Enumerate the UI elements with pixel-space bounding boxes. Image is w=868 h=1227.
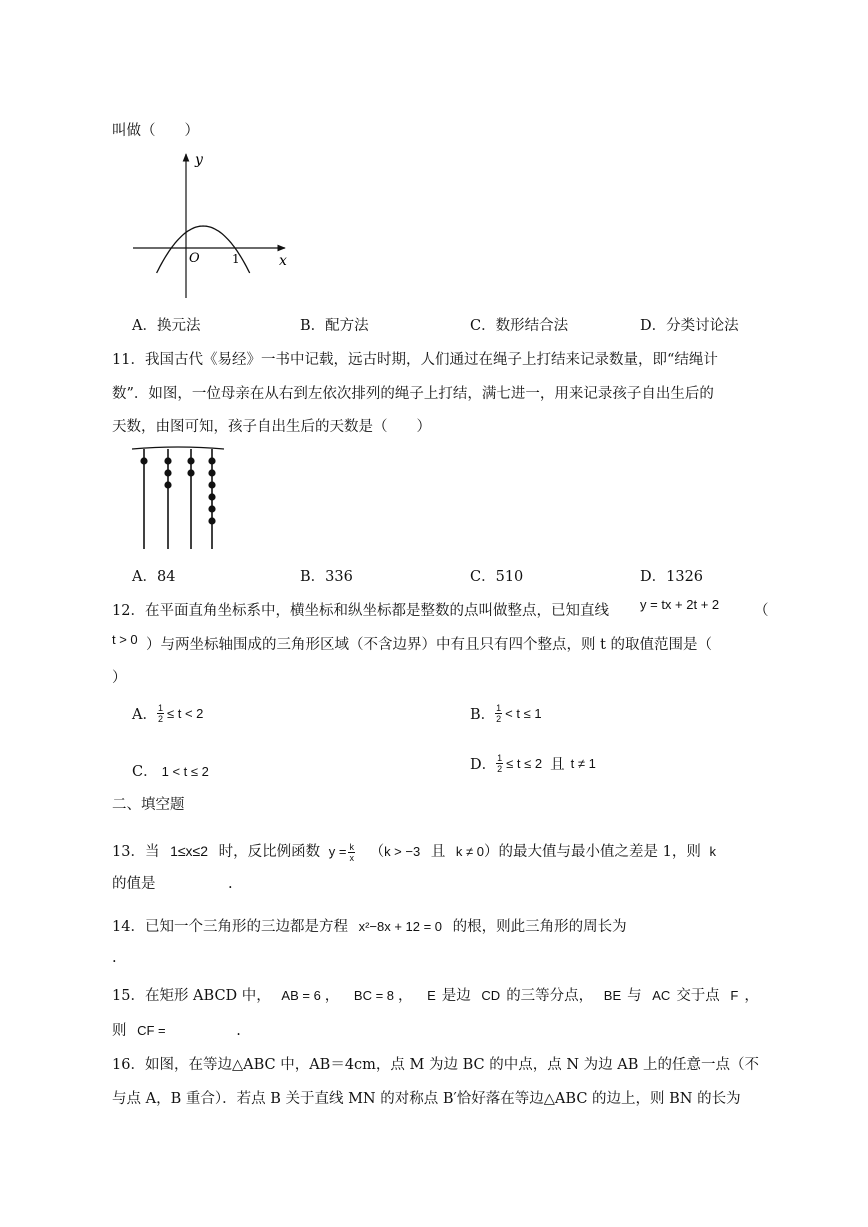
q12-line-equation: y = tx + 2t + 2 [640,597,720,612]
knot [164,457,171,464]
q15-ac: AC [652,988,671,1003]
knot [208,505,215,512]
option-d-math: ≤ t ≤ 2 [506,756,543,771]
q11-option-c: C．510 [470,569,524,585]
q15-line1 [112,984,759,1005]
q11-option-b: B．336 [300,569,353,585]
q12-line1-text: 12．在平面直角坐标系中，横坐标和纵坐标都是整数的点叫做整点，已知直线 [112,603,609,619]
q13-line2: 的值是 . [112,876,233,892]
q13-and: 且 [430,844,446,860]
fraction-half: $\frac{1}{2}$ [157,703,163,724]
knotted-ropes-figure [128,443,228,553]
option-b-math: < t ≤ 1 [505,706,542,721]
q14-line1 [112,915,627,936]
knot [208,493,215,500]
q13-line1 [112,840,716,863]
q13-text-b: 时，反比例函数 [218,844,321,860]
q11-line2: 数”．如图，一位母亲在从右到左依次排列的绳子上打结，满七进一，用来记录孩子自出生后的 [112,386,714,402]
q15-text-b1: 是边 [441,988,471,1004]
x-label: x [279,253,287,269]
q15-text-b5: ， [744,988,759,1004]
q15-text-b4: 交于点 [676,988,720,1004]
knot [208,517,215,524]
q15-f: F [730,988,739,1003]
q15-cd: CD [481,988,501,1003]
knot [140,457,147,464]
q13-fn-y: y = [328,844,347,859]
option-d-label: D． [470,757,497,773]
option-d-and: 且 [550,757,565,773]
q15-line2 [112,1019,241,1040]
q10-option-a: A．换元法 [132,318,201,334]
q10-option-b: B．配方法 [300,318,369,334]
parabola-graph [125,148,295,303]
q15-period: . [236,1023,241,1039]
knot [208,469,215,476]
q13-range: 1≤x≤2 [170,843,209,859]
q10-option-d: D．分类讨论法 [640,318,739,334]
q13-fn-fraction: $\frac{k}{x}$ [349,841,354,863]
q15-comma-2: ， [398,988,413,1004]
q13-cond1: k > −3 [384,844,421,859]
q12-line3: ） [112,670,127,686]
option-a-label: A． [132,707,157,723]
q16-line1: 16．如图，在等边△ABC 中，AB＝4cm，点 M 为边 BC 的中点，点 N 为边 AB 上的任意一点（不 [112,1057,759,1073]
q16-line2: 与点 A，B 重合）．若点 B 关于直线 MN 的对称点 B′恰好落在等边△ABC 的边上，则 BN 的长为 [112,1091,741,1107]
knot [208,481,215,488]
q12-condition: t > 0 [112,632,138,647]
fraction-half: $\frac{1}{2}$ [497,753,503,774]
option-b-label: B． [470,707,496,723]
rope-bar [132,447,224,449]
q12-line2: ）与两坐标轴围成的三角形区域（不含边界）中有且只有四个整点，则 t 的取值范围是（ [146,637,713,653]
q13-cond2: k ≠ 0 [455,844,485,859]
q11-line1: 11．我国古代《易经》一书中记载，远古时期，人们通过在绳子上打结来记录数量，即“结绳计 [112,352,718,368]
q14-equation: x²−8x + 12 = 0 [358,919,443,934]
q12-option-b [470,703,542,724]
knot [187,469,194,476]
q10-option-c: C．数形结合法 [470,318,569,334]
q15-e: E [427,988,436,1003]
q13-text-e: ）的最大值与最小值之差是 1，则 [484,844,701,860]
q15-bc: BC = 8 [353,988,395,1003]
option-c-math: 1 < t ≤ 2 [161,764,209,779]
knot [164,481,171,488]
q11-line3: 天数，由图可知，孩子自出生后的天数是（ ） [112,419,431,435]
q13-paren: （ [369,844,385,860]
knot [164,469,171,476]
q15-text-a: 15．在矩形 ABCD 中， [112,988,271,1004]
q15-comma-1: ， [324,988,340,1004]
q11-option-d: D．1326 [640,569,704,585]
q15-text-then: 则 [112,1023,127,1039]
tick-label-1: 1 [232,252,240,266]
q13-text-a: 13．当 [112,844,160,860]
q12-option-c [132,760,209,781]
origin-label: O [189,251,200,266]
knot [208,457,215,464]
q10-tail: 叫做（ ） [112,123,199,139]
option-a-math: ≤ t < 2 [167,706,204,721]
q14-text-a: 14．已知一个三角形的三边都是方程 [112,919,348,935]
knot [187,457,194,464]
q12-line1 [112,599,609,620]
q11-option-a: A．84 [132,569,176,585]
q15-text-b2: 的三等分点， [506,988,594,1004]
q13-k: k [709,844,716,859]
y-label: y [195,152,203,168]
q12-option-a [132,703,203,724]
section-heading: 二、填空题 [112,797,185,813]
q14-text-b: 的根，则此三角形的周长为 [452,919,627,935]
fraction-half: $\frac{1}{2}$ [496,703,502,724]
q12-option-d [470,753,596,774]
q15-cf: CF = [137,1023,166,1038]
option-c-label: C． [132,764,158,780]
option-d-cond: t ≠ 1 [570,756,596,771]
q15-ab: AB = 6 [281,988,321,1003]
q14-line2: . [112,950,117,966]
q15-be: BE [603,988,622,1003]
q12-paren-open: （ [754,603,769,619]
q15-text-b3: 与 [627,988,642,1004]
